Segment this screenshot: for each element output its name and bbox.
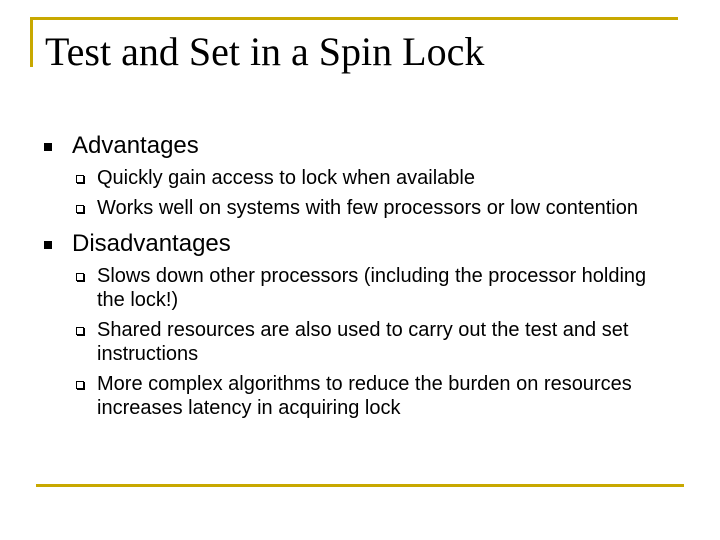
footer-rule: [36, 484, 684, 487]
section-heading-disadvantages: Disadvantages: [72, 230, 231, 257]
title-frame-left-rule: [30, 17, 33, 67]
list-item-text: Slows down other processors (including the processor holding the lock!): [97, 265, 647, 311]
slide-body: [38, 130, 668, 428]
disadvantages-sublist: [72, 264, 668, 420]
list-item: [72, 196, 668, 220]
list-item-text: Works well on systems with few processors or low contention: [97, 197, 638, 219]
list-item-advantages: [38, 130, 668, 220]
list-item-text: Shared resources are also used to carry out the test and set instructions: [97, 319, 629, 365]
list-item: [72, 264, 668, 312]
hollow-square-bullet-icon: [76, 381, 84, 389]
list-item-disadvantages: [38, 228, 668, 420]
list-item-text: More complex algorithms to reduce the burden on resources increases latency in acquiring lock: [97, 373, 632, 419]
section-heading-advantages: Advantages: [72, 132, 199, 159]
list-item-text: Quickly gain access to lock when available: [97, 167, 475, 189]
title-frame-top-rule: [30, 17, 678, 20]
slide-title: Test and Set in a Spin Lock: [45, 29, 485, 74]
list-item: [72, 166, 668, 190]
filled-square-bullet-icon: [44, 241, 52, 249]
hollow-square-bullet-icon: [76, 205, 84, 213]
list-item: [72, 372, 668, 420]
list-item: [72, 318, 668, 366]
advantages-sublist: [72, 166, 668, 220]
hollow-square-bullet-icon: [76, 273, 84, 281]
hollow-square-bullet-icon: [76, 327, 84, 335]
filled-square-bullet-icon: [44, 143, 52, 151]
hollow-square-bullet-icon: [76, 175, 84, 183]
bullet-list: [38, 130, 668, 420]
